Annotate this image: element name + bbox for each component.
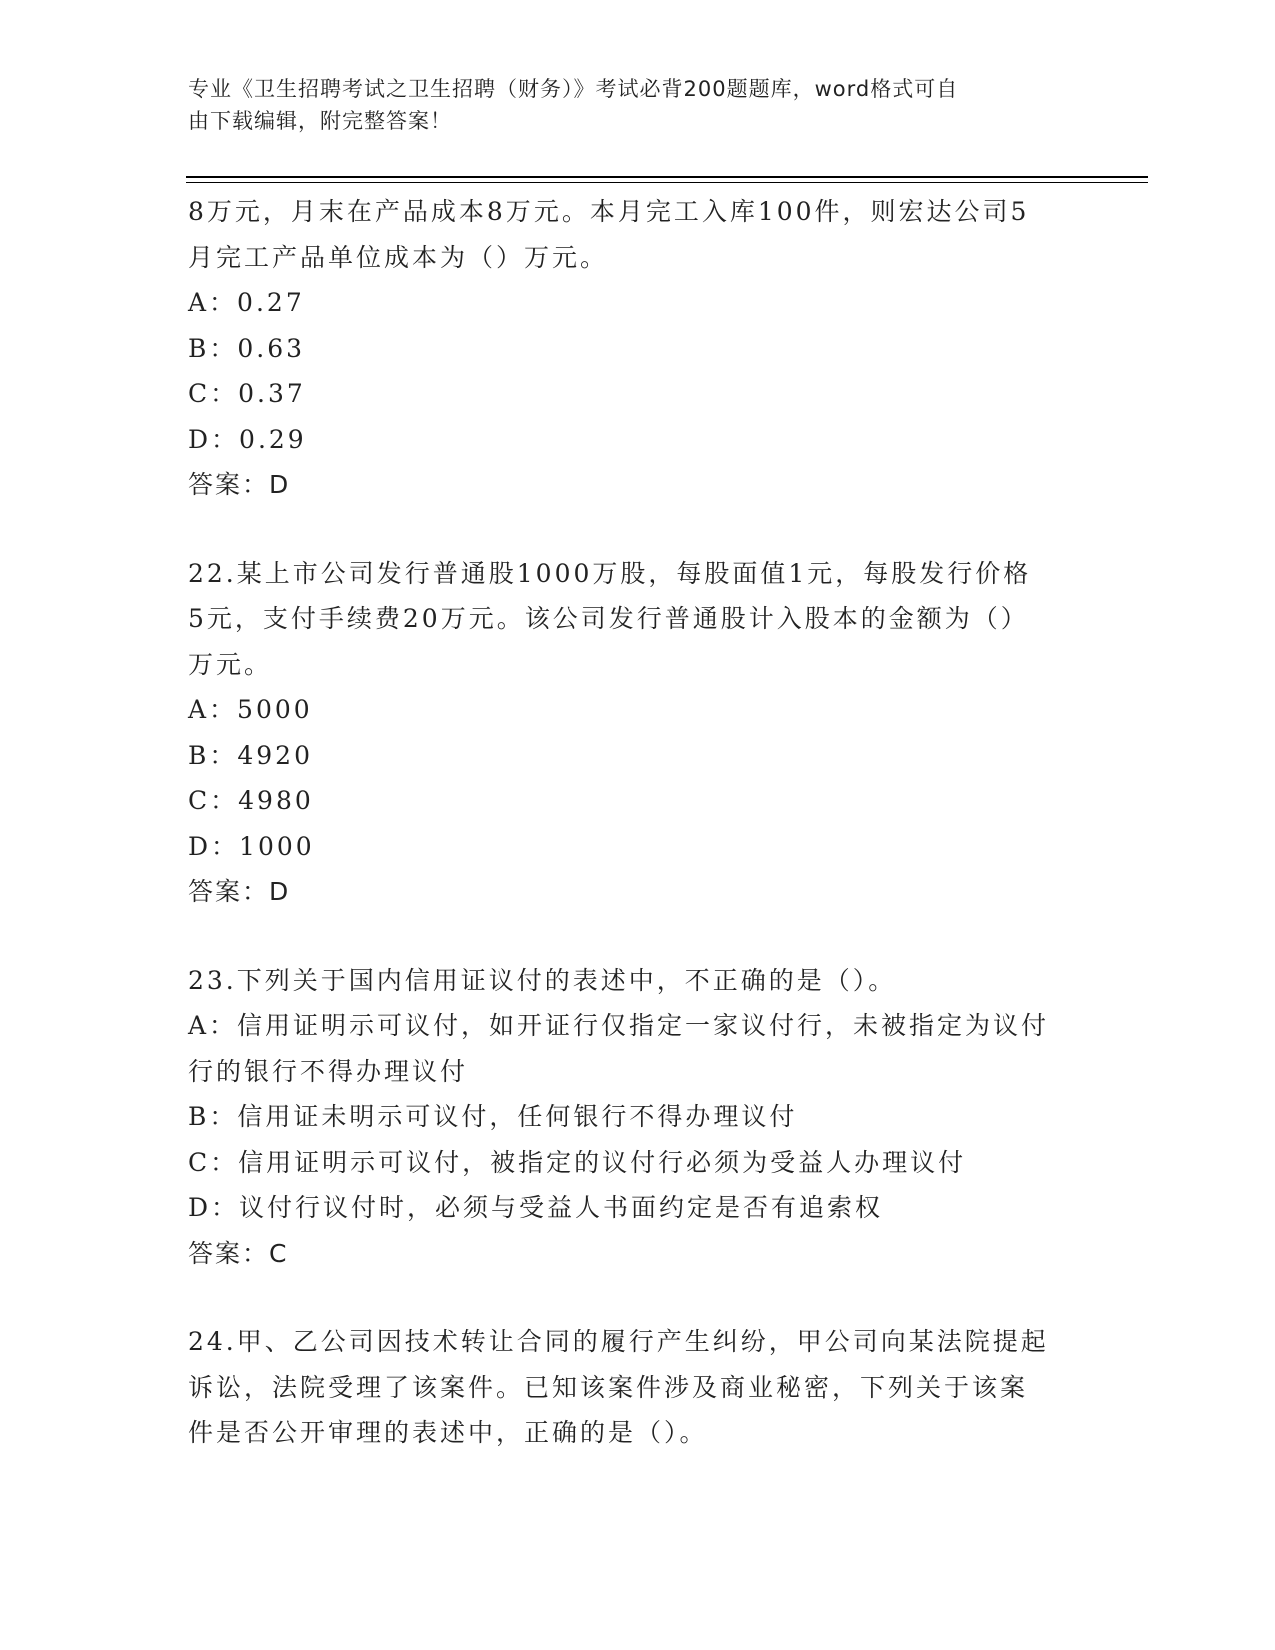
- question-stem-line: 诉讼，法院受理了该案件。已知该案件涉及商业秘密，下列关于该案: [188, 1372, 1029, 1402]
- answer-text: 答案：C: [188, 1238, 289, 1268]
- answer-text: 答案：D: [188, 877, 291, 906]
- option-c: C：0.37: [188, 379, 306, 408]
- header-title-line-1: 专业《卫生招聘考试之卫生招聘（财务）》考试必背200题题库，word格式可自: [188, 77, 959, 101]
- question-stem-line: 8万元，月末在产品成本8万元。本月完工入库100件，则宏达公司5: [188, 197, 1030, 226]
- question-list: [188, 189, 1088, 1456]
- question-stem-line: 件是否公开审理的表述中，正确的是（）。: [188, 1418, 708, 1447]
- question-spacer: [188, 1276, 1088, 1319]
- header-divider-thin: [186, 182, 1148, 183]
- option-b: B：4920: [188, 740, 313, 770]
- question-24: [188, 1319, 1088, 1456]
- document-header: [188, 73, 1068, 137]
- question-22: [188, 551, 1088, 915]
- option-d: D：议付行议付时，必须与受益人书面约定是否有追索权: [188, 1193, 884, 1222]
- option-c: C：4980: [188, 786, 314, 815]
- option-d: D：0.29: [188, 424, 307, 454]
- option-b: B：0.63: [188, 333, 306, 363]
- option-a-line-2: 行的银行不得办理议付: [188, 1056, 469, 1086]
- question-21: [188, 189, 1088, 508]
- question-stem-line: 万元。: [188, 649, 273, 679]
- question-stem-line: 24.甲、乙公司因技术转让合同的履行产生纠纷，甲公司向某法院提起: [188, 1327, 1049, 1356]
- question-stem-line: 5元，支付手续费20万元。该公司发行普通股计入股本的金额为（）: [188, 604, 1029, 633]
- question-stem-line: 23.下列关于国内信用证议付的表述中，不正确的是（）。: [188, 965, 897, 995]
- option-a-line-1: A：信用证明示可议付，如开证行仅指定一家议付行，未被指定为议付: [188, 1011, 1050, 1040]
- question-23: [188, 958, 1088, 1277]
- header-divider-thick: [186, 176, 1148, 178]
- option-b: B：信用证未明示可议付，任何银行不得办理议付: [188, 1102, 798, 1131]
- question-stem-line: 月完工产品单位成本为（）万元。: [188, 242, 609, 272]
- question-spacer: [188, 508, 1088, 551]
- option-a: A：0.27: [188, 288, 305, 317]
- option-c: C：信用证明示可议付，被指定的议付行必须为受益人办理议付: [188, 1147, 967, 1177]
- option-d: D：1000: [188, 831, 315, 861]
- answer-text: 答案：D: [188, 470, 291, 499]
- option-a: A：5000: [188, 695, 313, 724]
- question-stem-line: 22.某上市公司发行普通股1000万股，每股面值1元，每股发行价格: [188, 558, 1032, 588]
- question-spacer: [188, 915, 1088, 958]
- header-title-line-2: 由下载编辑，附完整答案！: [188, 109, 452, 133]
